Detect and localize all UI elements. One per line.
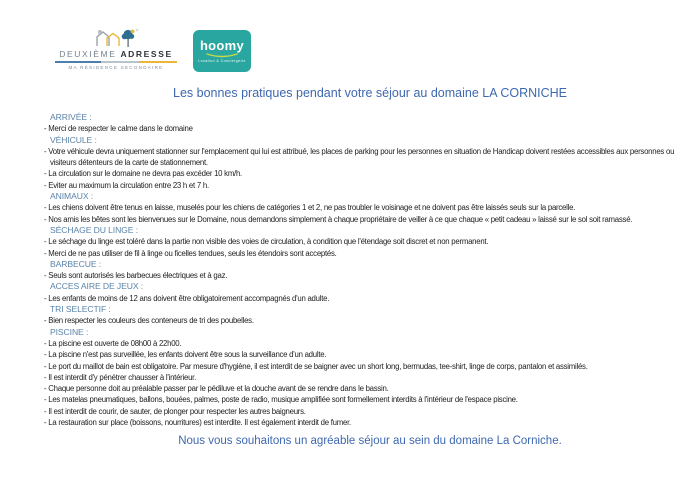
deuxieme-adresse-logo bbox=[55, 28, 177, 70]
bullet-line: - Le port du maillot de bain est obligatoire. Par mesure d'hygiène, il est interdit de se baigner avec un short long, bermudas, tee-shirt, linge de corps, pantalon et assimilés. bbox=[44, 361, 588, 371]
section-heading: ACCES AIRE DE JEUX : bbox=[50, 281, 144, 292]
hoomy-logo bbox=[193, 30, 251, 72]
wordmark-deuxieme: DEUXIÈME bbox=[59, 49, 117, 59]
bullet-line: - Merci de ne pas utiliser de fil à linge ou ficelles tendues, seuls les étendoirs sont acceptés. bbox=[44, 248, 337, 258]
section-heading: ARRIVÉE : bbox=[50, 112, 92, 122]
bullet-line: - Eviter au maximum la circulation entre 23 h et 7 h. bbox=[44, 180, 209, 190]
page-title: Les bonnes pratiques pendant votre séjour au domaine LA CORNICHE bbox=[173, 86, 567, 100]
bullet-line: - Votre véhicule devra uniquement stationner sur l'emplacement qui lui est attribué, les places de parking pour les personnes en situation de Handicap doivent restées accessibles aux personnes ou visiteurs détenteurs de la carte de stationnement. bbox=[44, 146, 675, 168]
section-heading: BARBECUE : bbox=[50, 258, 102, 269]
wordmark-adresse: ADRESSE bbox=[120, 49, 173, 59]
bullet-line: - Chaque personne doit au préalable passer par le pédiluve et la douche avant de se rendre dans le bassin. bbox=[44, 384, 389, 394]
bullet-line: - Seuls sont autorisés les barbecues électriques et à gaz. bbox=[44, 271, 228, 281]
section-heading: ANIMAUX : bbox=[50, 191, 94, 202]
bullet-line: - Les chiens doivent être tenus en laisse, muselés pour les chiens de catégories 1 et 2, ne pas troubler le voisinage et ne doivent pas être laissés seuls sur la parcelle. bbox=[44, 203, 576, 213]
hoomy-wordmark: hoomy bbox=[199, 37, 245, 53]
section-heading: VÉHICULE : bbox=[50, 134, 97, 145]
section-heading: PISCINE : bbox=[50, 326, 89, 337]
sections bbox=[44, 112, 696, 428]
bullet-line: - Les enfants de moins de 12 ans doivent être obligatoirement accompagnés d'un adulte. bbox=[44, 293, 330, 303]
section-heading: TRI SELECTIF : bbox=[50, 304, 111, 315]
bullet-line: - Nos amis les bêtes sont les bienvenues sur le Domaine, nous demandons simplement à chaque propriétaire de veiller à ce que chaque « petit cadeau » laissé sur le sol soit ramassé. bbox=[44, 214, 633, 224]
bullet-line: - Bien respecter les couleurs des conteneurs de tri des poubelles. bbox=[44, 316, 254, 326]
logo-divider bbox=[55, 61, 177, 63]
bullet-line: - Le séchage du linge est toléré dans la partie non visible des voies de circulation, à condition que l'étendage soit discret et non permanent. bbox=[44, 237, 489, 247]
bullet-line: - Les matelas pneumatiques, ballons, bouées, palmes, poste de radio, musique amplifiée sont formellement interdits à l'intérieur de l'espace piscine. bbox=[44, 395, 518, 405]
deuxieme-adresse-wordmark bbox=[59, 49, 172, 59]
header-logos bbox=[55, 28, 696, 74]
section-heading: SÉCHAGE DU LINGE : bbox=[50, 224, 138, 235]
bullet-line: - Il est interdit de courir, de sauter, de plonger pour respecter les autres baigneurs. bbox=[44, 406, 306, 416]
hoomy-tagline: Location & Conciergerie bbox=[198, 59, 246, 64]
bullet-line: - La piscine est ouverte de 08h00 à 22h00. bbox=[44, 338, 182, 348]
deuxieme-adresse-tagline: MA RÉSIDENCE SECONDAIRE bbox=[68, 64, 164, 70]
houses-tree-icon bbox=[93, 28, 139, 48]
svg-text:®: ® bbox=[136, 28, 139, 33]
bullet-line: - La circulation sur le domaine ne devra pas excéder 10 km/h. bbox=[44, 169, 242, 179]
bullet-line: - Il est interdit d'y pénétrer chausser à l'intérieur. bbox=[44, 372, 196, 382]
smile-swoosh-icon bbox=[205, 53, 239, 58]
closing-line: Nous vous souhaitons un agréable séjour au sein du domaine La Corniche. bbox=[178, 435, 562, 448]
bullet-line: - La restauration sur place (boissons, nourritures) est interdite. Il est également interdit de fumer. bbox=[44, 418, 351, 428]
bullet-line: - La piscine n'est pas surveillée, les enfants doivent être sous la surveillance d'un adulte. bbox=[44, 350, 327, 360]
bullet-line: - Merci de respecter le calme dans le domaine bbox=[44, 124, 193, 134]
